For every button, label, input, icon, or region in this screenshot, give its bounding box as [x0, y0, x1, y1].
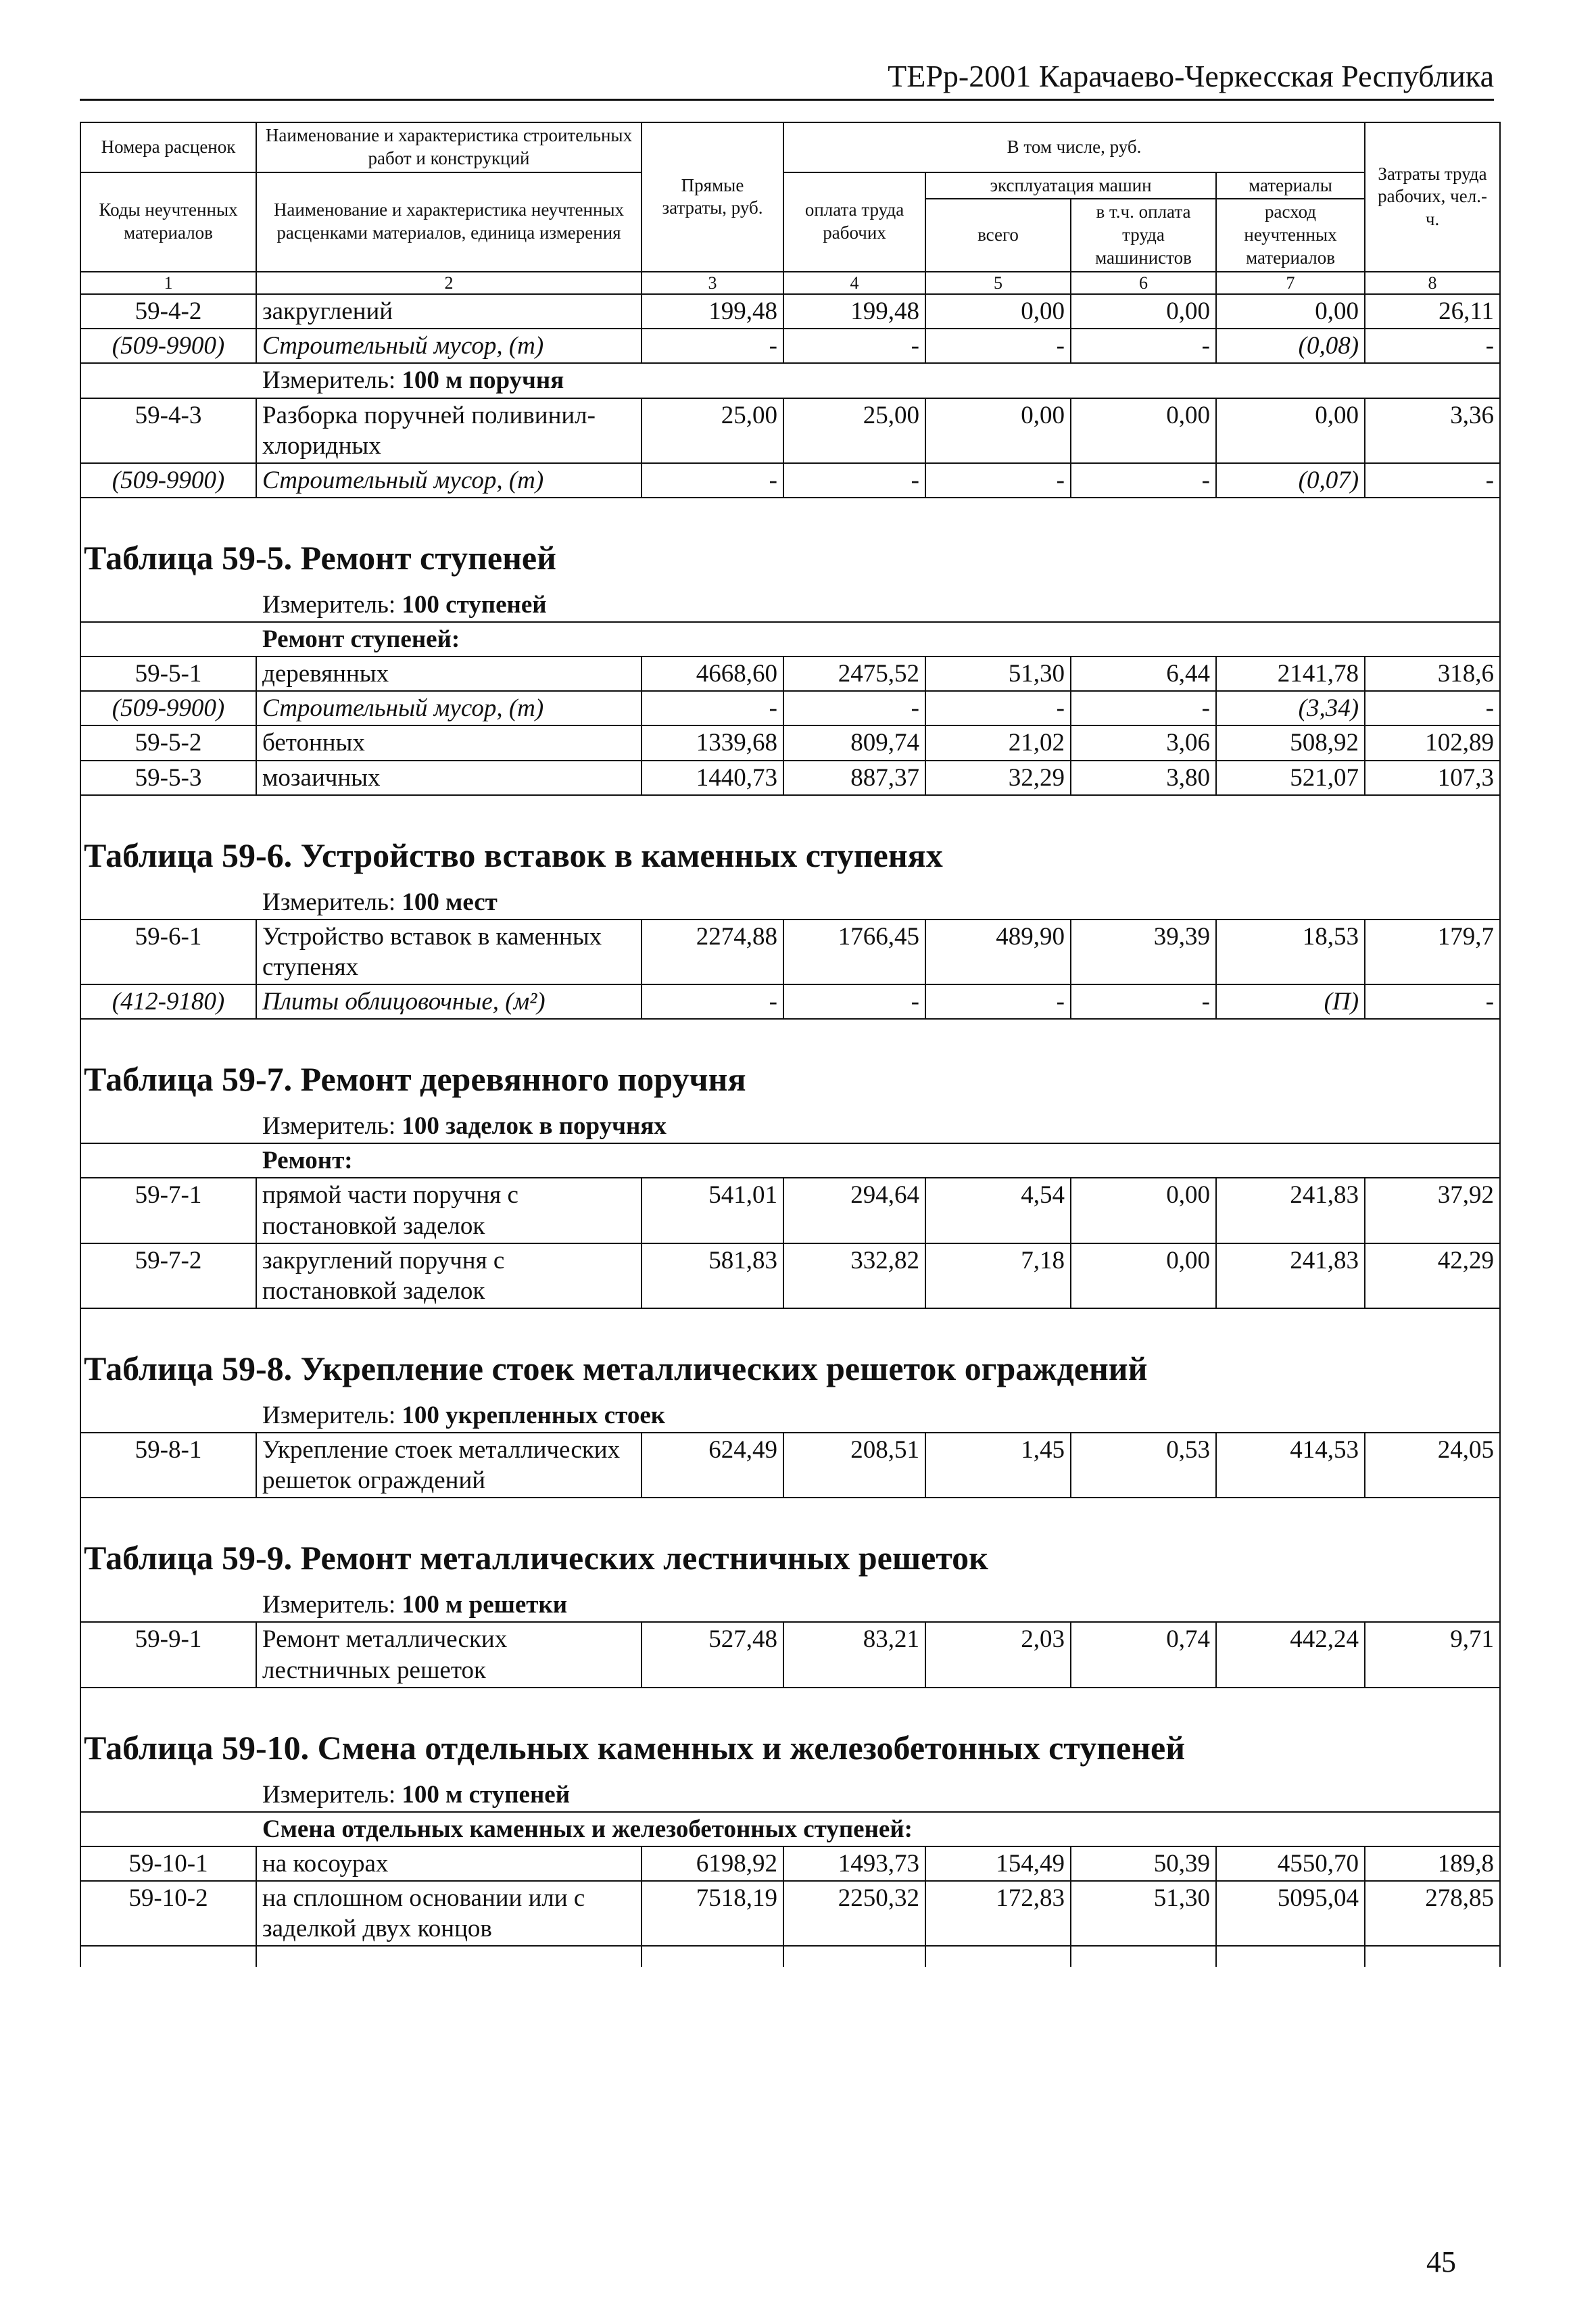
direct-cost: 1440,73	[642, 761, 783, 795]
operators-pay: 0,00	[1071, 294, 1216, 329]
labor-hours: -	[1365, 691, 1500, 725]
machines-total: 7,18	[925, 1243, 1071, 1308]
machines-total: -	[925, 691, 1071, 725]
machines-total: 1,45	[925, 1433, 1071, 1498]
operators-pay: 6,44	[1071, 657, 1216, 691]
machines-total: 4,54	[925, 1178, 1071, 1243]
meter-row	[80, 363, 1500, 398]
operators-pay: 0,00	[1071, 398, 1216, 463]
material-code: (509-9900)	[80, 691, 256, 725]
labor-pay: -	[783, 691, 925, 725]
col-num: 7	[1216, 272, 1365, 295]
meter-label: Измеритель: 100 м решетки	[80, 1588, 1500, 1622]
operators-pay: 3,80	[1071, 761, 1216, 795]
table-title: Таблица 59-7. Ремонт деревянного поручня	[80, 1019, 1500, 1109]
labor-hours: -	[1365, 463, 1500, 498]
labor-hours: -	[1365, 329, 1500, 363]
material-code: (412-9180)	[80, 984, 256, 1019]
material-consumption: (0,08)	[1216, 329, 1365, 363]
material-row	[80, 463, 1500, 498]
price-table	[80, 122, 1501, 1967]
machines-head: эксплуатация машин	[925, 172, 1216, 199]
document-header-title: ТЕРр-2001 Карачаево-Черкесская Республика	[888, 59, 1494, 93]
operators-pay: 0,00	[1071, 1243, 1216, 1308]
col-num: 4	[783, 272, 925, 295]
labor-hours: 318,6	[1365, 657, 1500, 691]
col2-head-top: Наименование и характеристика строительных работ и конструкций	[256, 122, 642, 172]
operators-pay: -	[1071, 984, 1216, 1019]
labor-pay: 199,48	[783, 294, 925, 329]
col3-head: Прямые затраты, руб.	[642, 122, 783, 272]
rate-name: на косоурах	[256, 1846, 642, 1881]
rate-code: 59-8-1	[80, 1433, 256, 1498]
table-row	[80, 294, 1500, 329]
table-row	[80, 725, 1500, 760]
table-title: Таблица 59-8. Укрепление стоек металлических решеток ограждений	[80, 1308, 1500, 1399]
labor-hours: 102,89	[1365, 725, 1500, 760]
subhead-label: Ремонт:	[80, 1143, 1500, 1178]
operators-pay: -	[1071, 463, 1216, 498]
col6-head: в т.ч. оплата труда машинистов	[1071, 199, 1216, 271]
labor-hours: 179,7	[1365, 920, 1500, 984]
meter-label: Измеритель: 100 укрепленных стоек	[80, 1399, 1500, 1433]
labor-hours: 9,71	[1365, 1622, 1500, 1687]
rate-code: 59-6-1	[80, 920, 256, 984]
col5-head: всего	[925, 199, 1071, 271]
subhead-row	[80, 1143, 1500, 1178]
labor-pay: -	[783, 984, 925, 1019]
direct-cost: 25,00	[642, 398, 783, 463]
labor-pay: 809,74	[783, 725, 925, 760]
materials-cost: 241,83	[1216, 1243, 1365, 1308]
rate-code: 59-4-3	[80, 398, 256, 463]
machines-total: -	[925, 329, 1071, 363]
meter-label: Измеритель: 100 м поручня	[80, 363, 1500, 398]
rate-name: Разборка поручней поливинил-хлоридных	[256, 398, 642, 463]
rate-name: прямой части поручня с постановкой заделок	[256, 1178, 642, 1243]
machines-total: 489,90	[925, 920, 1071, 984]
direct-cost: -	[642, 984, 783, 1019]
material-code: (509-9900)	[80, 463, 256, 498]
labor-pay: 1493,73	[783, 1846, 925, 1881]
meter-value: 100 м ступеней	[402, 1780, 571, 1809]
table-row	[80, 1243, 1500, 1308]
table-row	[80, 761, 1500, 795]
machines-total: 0,00	[925, 398, 1071, 463]
machines-total: 51,30	[925, 657, 1071, 691]
rate-name: бетонных	[256, 725, 642, 760]
table-title: Таблица 59-6. Устройство вставок в каменных ступенях	[80, 795, 1500, 886]
material-row	[80, 691, 1500, 725]
materials-cost: 241,83	[1216, 1178, 1365, 1243]
col2-head-bottom: Наименование и характеристика неучтенных расценками материалов, единица измерения	[256, 172, 642, 272]
material-row	[80, 984, 1500, 1019]
table-title: Таблица 59-9. Ремонт металлических лестничных решеток	[80, 1498, 1500, 1588]
rate-code: 59-4-2	[80, 294, 256, 329]
operators-pay: 39,39	[1071, 920, 1216, 984]
direct-cost: 581,83	[642, 1243, 783, 1308]
meter-label: Измеритель: 100 мест	[80, 886, 1500, 920]
operators-pay: 0,00	[1071, 1178, 1216, 1243]
machines-total: 0,00	[925, 294, 1071, 329]
labor-pay: 294,64	[783, 1178, 925, 1243]
subhead-label: Ремонт ступеней:	[80, 622, 1500, 657]
direct-cost: 2274,88	[642, 920, 783, 984]
direct-cost: 4668,60	[642, 657, 783, 691]
rate-name: мозаичных	[256, 761, 642, 795]
labor-hours: 278,85	[1365, 1881, 1500, 1946]
operators-pay: -	[1071, 691, 1216, 725]
operators-pay: -	[1071, 329, 1216, 363]
meter-value: 100 м решетки	[402, 1591, 568, 1619]
table-row	[80, 920, 1500, 984]
table-row	[80, 657, 1500, 691]
meter-value: 100 заделок в поручнях	[402, 1112, 667, 1141]
estimate-document	[80, 122, 1499, 1967]
column-number-row	[80, 272, 1500, 295]
labor-hours: 42,29	[1365, 1243, 1500, 1308]
meter-value: 100 ступеней	[402, 590, 547, 619]
meter-label: Измеритель: 100 ступеней	[80, 588, 1500, 622]
included-head: В том числе, руб.	[783, 122, 1365, 172]
materials-cost: 414,53	[1216, 1433, 1365, 1498]
labor-pay: 2250,32	[783, 1881, 925, 1946]
operators-pay: 51,30	[1071, 1881, 1216, 1946]
rate-name: закруглений	[256, 294, 642, 329]
material-name: Плиты облицовочные, (м²)	[256, 984, 642, 1019]
meter-value: 100 мест	[402, 888, 498, 916]
materials-cost: 18,53	[1216, 920, 1365, 984]
materials-head: материалы	[1216, 172, 1365, 199]
operators-pay: 3,06	[1071, 725, 1216, 760]
rate-code: 59-10-1	[80, 1846, 256, 1881]
meter-label: Измеритель: 100 заделок в поручнях	[80, 1109, 1500, 1143]
labor-hours: 3,36	[1365, 398, 1500, 463]
materials-cost: 0,00	[1216, 294, 1365, 329]
labor-pay: 887,37	[783, 761, 925, 795]
material-consumption: (0,07)	[1216, 463, 1365, 498]
meter-value: 100 укрепленных стоек	[402, 1401, 666, 1429]
rate-code: 59-7-1	[80, 1178, 256, 1243]
table-row	[80, 1846, 1500, 1881]
header-rule	[80, 99, 1494, 101]
subhead-row	[80, 622, 1500, 657]
col-num: 1	[80, 272, 256, 295]
col4-head: оплата труда рабочих	[783, 172, 925, 272]
meter-label: Измеритель: 100 м ступеней	[80, 1778, 1500, 1812]
meter-row	[80, 1588, 1500, 1622]
labor-pay: 1766,45	[783, 920, 925, 984]
page-number: 45	[1426, 2245, 1456, 2278]
rate-code: 59-7-2	[80, 1243, 256, 1308]
table-row	[80, 1433, 1500, 1498]
rate-name: Устройство вставок в каменных ступенях	[256, 920, 642, 984]
machines-total: -	[925, 463, 1071, 498]
rate-name: Укрепление стоек металлических решеток ограждений	[256, 1433, 642, 1498]
meter-row	[80, 1778, 1500, 1812]
col-num: 2	[256, 272, 642, 295]
direct-cost: -	[642, 329, 783, 363]
materials-cost: 442,24	[1216, 1622, 1365, 1687]
rate-code: 59-9-1	[80, 1622, 256, 1687]
table-end-row	[80, 1946, 1500, 1967]
col-num: 5	[925, 272, 1071, 295]
direct-cost: 6198,92	[642, 1846, 783, 1881]
table-row	[80, 1881, 1500, 1946]
rate-name: Ремонт металлических лестничных решеток	[256, 1622, 642, 1687]
materials-cost: 2141,78	[1216, 657, 1365, 691]
col8-head: Затраты труда рабочих, чел.-ч.	[1365, 122, 1500, 272]
col-num: 8	[1365, 272, 1500, 295]
machines-total: 2,03	[925, 1622, 1071, 1687]
labor-hours: 26,11	[1365, 294, 1500, 329]
direct-cost: -	[642, 463, 783, 498]
machines-total: 21,02	[925, 725, 1071, 760]
direct-cost: 541,01	[642, 1178, 783, 1243]
direct-cost: 1339,68	[642, 725, 783, 760]
rate-code: 59-5-1	[80, 657, 256, 691]
labor-hours: 107,3	[1365, 761, 1500, 795]
meter-value: 100 м поручня	[402, 366, 564, 395]
labor-pay: -	[783, 329, 925, 363]
labor-pay: 83,21	[783, 1622, 925, 1687]
col1-head-bottom: Коды неучтенных материалов	[80, 172, 256, 272]
col-num: 6	[1071, 272, 1216, 295]
materials-cost: 521,07	[1216, 761, 1365, 795]
labor-pay: 332,82	[783, 1243, 925, 1308]
table-row	[80, 1178, 1500, 1243]
table-row	[80, 1622, 1500, 1687]
labor-hours: -	[1365, 984, 1500, 1019]
machines-total: 172,83	[925, 1881, 1071, 1946]
table-row	[80, 398, 1500, 463]
material-name: Строительный мусор, (т)	[256, 463, 642, 498]
material-code: (509-9900)	[80, 329, 256, 363]
machines-total: -	[925, 984, 1071, 1019]
operators-pay: 0,53	[1071, 1433, 1216, 1498]
meter-row	[80, 1109, 1500, 1143]
subhead-label: Смена отдельных каменных и железобетонных ступеней:	[80, 1812, 1500, 1846]
rate-name: деревянных	[256, 657, 642, 691]
operators-pay: 50,39	[1071, 1846, 1216, 1881]
header-row-2	[80, 172, 1500, 199]
labor-pay: 2475,52	[783, 657, 925, 691]
material-row	[80, 329, 1500, 363]
rate-code: 59-10-2	[80, 1881, 256, 1946]
subhead-row	[80, 1812, 1500, 1846]
labor-pay: 25,00	[783, 398, 925, 463]
material-name: Строительный мусор, (т)	[256, 329, 642, 363]
operators-pay: 0,74	[1071, 1622, 1216, 1687]
labor-hours: 37,92	[1365, 1178, 1500, 1243]
table-title: Таблица 59-10. Смена отдельных каменных и железобетонных ступеней	[80, 1688, 1500, 1778]
direct-cost: 199,48	[642, 294, 783, 329]
material-name: Строительный мусор, (т)	[256, 691, 642, 725]
table-title: Таблица 59-5. Ремонт ступеней	[80, 498, 1500, 588]
rate-name: закруглений поручня с постановкой заделок	[256, 1243, 642, 1308]
col7-head: расход неучтенных материалов	[1216, 199, 1365, 271]
materials-cost: 508,92	[1216, 725, 1365, 760]
labor-hours: 189,8	[1365, 1846, 1500, 1881]
labor-pay: 208,51	[783, 1433, 925, 1498]
direct-cost: 7518,19	[642, 1881, 783, 1946]
direct-cost: 624,49	[642, 1433, 783, 1498]
meter-row	[80, 886, 1500, 920]
rate-code: 59-5-3	[80, 761, 256, 795]
rate-name: на сплошном основании или с заделкой двух концов	[256, 1881, 642, 1946]
direct-cost: -	[642, 691, 783, 725]
direct-cost: 527,48	[642, 1622, 783, 1687]
materials-cost: 0,00	[1216, 398, 1365, 463]
material-consumption: (П)	[1216, 984, 1365, 1019]
materials-cost: 4550,70	[1216, 1846, 1365, 1881]
machines-total: 154,49	[925, 1846, 1071, 1881]
col1-head-top: Номера расценок	[80, 122, 256, 172]
header-row-1	[80, 122, 1500, 172]
material-consumption: (3,34)	[1216, 691, 1365, 725]
machines-total: 32,29	[925, 761, 1071, 795]
col-num: 3	[642, 272, 783, 295]
labor-hours: 24,05	[1365, 1433, 1500, 1498]
rate-code: 59-5-2	[80, 725, 256, 760]
meter-row	[80, 1399, 1500, 1433]
meter-row	[80, 588, 1500, 622]
materials-cost: 5095,04	[1216, 1881, 1365, 1946]
labor-pay: -	[783, 463, 925, 498]
